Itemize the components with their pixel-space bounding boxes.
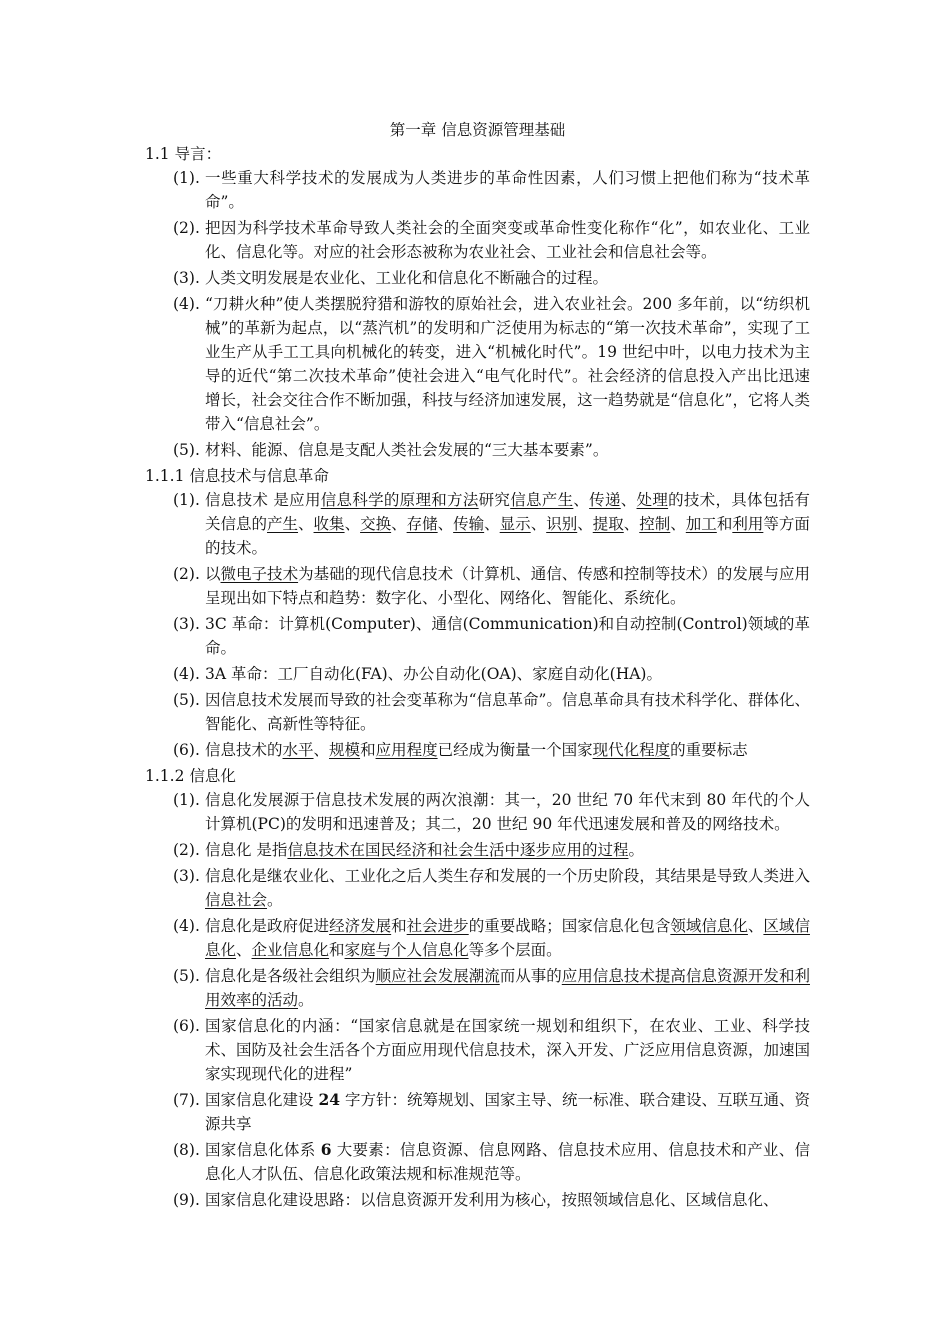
item-text: 信息化是继农业化、工业化之后人类生存和发展的一个历史阶段，其结果是导致人类进入信息社会。 [205,867,810,909]
underlined-term: 识别 [546,515,578,533]
underlined-term: 顺应社会发展潮流 [375,967,500,985]
list-item [145,838,810,862]
section-heading: 1.1.1 信息技术与信息革命 [145,467,329,485]
item-text: 3A 革命：工厂自动化(FA)、办公自动化(OA)、家庭自动化(HA)。 [205,665,662,683]
item-number: (7). [173,1091,200,1109]
underlined-term: 传输 [453,515,485,533]
item-number: (6). [173,1017,200,1035]
list-item [145,914,810,962]
item-text: 材料、能源、信息是支配人类社会发展的“三大基本要素”。 [205,441,609,459]
item-text: 因信息技术发展而导致的社会变革称为“信息革命”。信息革命具有技术科学化、群体化、智能化、高新性等特征。 [205,691,810,733]
list-item [145,562,810,610]
list-item [145,216,810,264]
bold-number: 24 [318,1090,341,1109]
item-number: (6). [173,741,200,759]
list-item [145,438,810,462]
item-number: (9). [173,1191,200,1209]
list-item [145,266,810,290]
item-number: (1). [173,791,200,809]
underlined-term: 领域信息化 [670,917,748,935]
underlined-term: 经济发展 [329,917,392,935]
item-text: 一些重大科学技术的发展成为人类进步的革命性因素，人们习惯上把他们称为“技术革命”。 [205,169,810,211]
underlined-term: 现代化程度 [592,741,671,759]
underlined-term: 信息技术在国民经济和社会生活中逐步应用的过程 [287,841,629,859]
item-text: 信息技术 是应用信息科学的原理和方法研究信息产生、传递、处理的技术，具体包括有关信息的产生、收集、交换、存储、传输、显示、识别、提取、控制、加工和利用等方面的技术。 [205,491,810,557]
bold-number: 6 [320,1140,332,1159]
document-body [145,142,810,1212]
underlined-term: 控制 [639,515,671,533]
item-number: (4). [173,665,200,683]
item-text: 信息化 是指信息技术在国民经济和社会生活中逐步应用的过程。 [205,841,644,859]
underlined-term: 规模 [329,741,361,759]
list-item [145,1088,810,1136]
item-text: 3C 革命：计算机(Computer)、通信(Communication)和自动控制(Control)领域的革命。 [205,615,810,657]
section-heading: 1.1.2 信息化 [145,767,236,785]
item-number: (5). [173,441,200,459]
underlined-term: 加工 [685,515,717,533]
item-list [145,166,810,462]
item-number: (2). [173,841,200,859]
underlined-term: 信息产生 [510,491,574,509]
underlined-term: 微电子技术 [220,565,299,583]
underlined-term: 企业信息化 [251,941,330,959]
item-text: 信息化是政府促进经济发展和社会进步的重要战略；国家信息化包含领域信息化、区域信息化、企业信息化和家庭与个人信息化等多个层面。 [205,917,810,959]
list-item [145,688,810,736]
underlined-term: 应用程度 [375,741,438,759]
list-item [145,612,810,660]
list-item [145,788,810,836]
item-number: (2). [173,219,200,237]
item-number: (5). [173,691,200,709]
underlined-term: 显示 [499,515,531,533]
item-number: (3). [173,615,200,633]
item-text: 国家信息化的内涵：“国家信息就是在国家统一规划和组织下，在农业、工业、科学技术、国防及社会生活各个方面应用现代信息技术，深入开发、广泛应用信息资源，加速国家实现现代化的进程” [205,1017,810,1083]
item-text: 以微电子技术为基础的现代信息技术（计算机、通信、传感和控制等技术）的发展与应用呈现出如下特点和趋势：数字化、小型化、网络化、智能化、系统化。 [205,565,810,607]
list-item [145,488,810,560]
item-number: (5). [173,967,200,985]
underlined-term: 区域信息化 [205,917,810,959]
item-text: 人类文明发展是农业化、工业化和信息化不断融合的过程。 [205,269,609,287]
list-item [145,738,810,762]
item-text: 国家信息化体系 6 大要素：信息资源、信息网路、信息技术应用、信息技术和产业、信息化人才队伍、信息化政策法规和标准规范等。 [205,1140,810,1183]
list-item [145,166,810,214]
list-item [145,964,810,1012]
section-heading: 1.1 导言： [145,145,222,163]
item-number: (4). [173,917,200,935]
item-text: 信息化是各级社会组织为顺应社会发展潮流而从事的应用信息技术提高信息资源开发和利用效率的活动。 [205,967,810,1009]
item-list [145,488,810,762]
item-text: 国家信息化建设 24 字方针：统筹规划、国家主导、统一标准、联合建设、互联互通、资源共享 [205,1090,810,1133]
underlined-term: 家庭与个人信息化 [344,941,469,959]
item-number: (1). [173,169,200,187]
underlined-term: 交换 [360,515,392,533]
item-text: 国家信息化建设思路：以信息资源开发利用为核心，按照领域信息化、区域信息化、 [205,1191,779,1209]
list-item [145,662,810,686]
list-item [145,1188,810,1212]
list-item [145,864,810,912]
item-number: (3). [173,867,200,885]
underlined-term: 信息科学的原理和方法 [320,491,479,509]
item-text: 信息化发展源于信息技术发展的两次浪潮：其一，20 世纪 70 年代末到 80 年代的个人计算机(PC)的发明和迅速普及；其二，20 世纪 90 年代迅速发展和普及的网络技术。 [205,791,810,833]
item-list [145,788,810,1212]
underlined-term: 存储 [406,515,438,533]
list-item [145,292,810,436]
underlined-term: 信息社会 [205,891,268,909]
item-text: 信息技术的水平、规模和应用程度已经成为衡量一个国家现代化程度的重要标志 [205,741,748,759]
item-number: (4). [173,295,200,313]
underlined-term: 利用 [732,515,764,533]
item-text: 把因为科学技术革命导致人类社会的全面突变或革命性变化称作“化”，如农业化、工业化、信息化等。对应的社会形态被称为农业社会、工业社会和信息社会等。 [205,219,810,261]
underlined-term: 应用信息技术提高信息资源开发和利用效率的活动 [205,967,810,1009]
underlined-term: 水平 [282,741,314,759]
underlined-term: 产生 [267,515,299,533]
underlined-term: 传递 [589,491,621,509]
item-number: (1). [173,491,200,509]
item-number: (3). [173,269,200,287]
underlined-term: 提取 [592,515,624,533]
chapter-title: 第一章 信息资源管理基础 [389,121,566,139]
underlined-term: 处理 [636,491,669,509]
list-item [145,1138,810,1186]
item-number: (2). [173,565,200,583]
list-item [145,1014,810,1086]
item-number: (8). [173,1141,200,1159]
item-text: “刀耕火种”使人类摆脱狩猎和游牧的原始社会，进入农业社会。200 多年前，以“纺织机械”的革新为起点，以“蒸汽机”的发明和广泛使用为标志的“第一次技术革命”，实现了工业生产从手工工具向机械化的转变，进入“机械化时代”。19 世纪中叶，以电力技术为主导的近代“第二次技术革命”使社会进入“电气化时代”。社会经济的信息投入产出比迅速增长，社会交往合作不断加强，科技与经济加速发展，这一趋势就是“信息化”，它将人类带入“信息社会”。 [205,295,810,433]
underlined-term: 社会进步 [406,917,469,935]
underlined-term: 收集 [313,515,345,533]
